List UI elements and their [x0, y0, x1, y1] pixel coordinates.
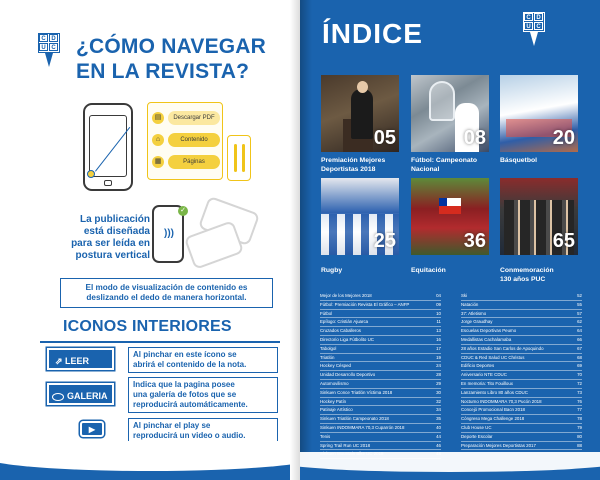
index-column-right [461, 292, 582, 450]
index-entry[interactable]: Medallistas Cachalamaba 66 [461, 336, 582, 345]
page-spine [290, 0, 300, 480]
home-icon: ⌂ [152, 134, 164, 146]
index-entry[interactable]: Mejor de los Mejores 2018 04 [320, 292, 441, 301]
external-link-icon: ⇗ [55, 356, 66, 366]
index-entry[interactable]: Lanzamiento Libro 80 años CDUC 73 [461, 389, 582, 398]
index-entry[interactable]: Directorio Liga Fútbolito UC 16 [320, 336, 441, 345]
index-entry[interactable]: Escuelas Deportivas Peumo 64 [461, 327, 582, 336]
feature-photo-awards[interactable]: 05 [321, 75, 399, 152]
index-entry[interactable]: Tenis 44 [320, 433, 441, 442]
footer-wave [0, 455, 300, 480]
index-entry[interactable]: En memoria: Tito Fouilloux 72 [461, 380, 582, 389]
index-entry[interactable]: Aniversario NTE CDUC 70 [461, 371, 582, 380]
divider [40, 341, 280, 343]
feature-photo-rugby[interactable]: 25 [321, 178, 399, 255]
swipe-instruction-box: El modo de visualización de contenido es deslizando el dedo de manera horizontal. [60, 278, 273, 308]
index-entry[interactable]: Spring Trail Run UC 2018 46 [320, 442, 441, 451]
index-entry[interactable]: Hockey Césped 24 [320, 362, 441, 371]
feature-caption: Fútbol: Campeonato Nacional [411, 157, 478, 173]
index-entry[interactable]: Nocturno INDOMMARA 70,3 Pucón 2018 76 [461, 398, 582, 407]
index-entry[interactable]: Cruzados Caballeros 13 [320, 327, 441, 336]
index-entry[interactable]: 28 años Estadio San Carlos de Apoquindo 67 [461, 345, 582, 354]
index-entry[interactable]: Concejó Promocional Bacn 2018 77 [461, 406, 582, 415]
index-entry[interactable]: Fútbol: Premiación Revista El Gráfico – ANFP 09 [320, 301, 441, 310]
index-entry[interactable]: 37: Atletismo 57 [461, 310, 582, 319]
club-crest-icon: C D U C [523, 12, 545, 46]
menu-option-download[interactable]: ▤ Descargar PDF [152, 111, 220, 125]
feature-photo-football[interactable]: 08 [411, 75, 489, 152]
menu-dot-icon [87, 170, 95, 178]
index-entry[interactable]: Unidad Desarrollo Deportivo 28 [320, 371, 441, 380]
menu-option-pages[interactable]: ▦ Páginas [152, 155, 220, 169]
phone-ghost-illustration [184, 220, 244, 270]
feature-photo-basketball[interactable]: 20 [500, 75, 578, 152]
index-entry[interactable]: Ski 52 [461, 292, 582, 301]
gallery-button[interactable]: GALERIA [47, 383, 114, 405]
index-entry[interactable]: Tabolgol 17 [320, 345, 441, 354]
thumbnail-strip-illustration [227, 135, 251, 181]
index-entry[interactable]: Epílogo: Cristián Ajuarca 11 [320, 318, 441, 327]
index-entry[interactable]: Sinkuen Triatlón Campeonato 2018 35 [320, 415, 441, 424]
read-note-button[interactable]: ⇗ LEER [47, 348, 114, 370]
play-icon: ▶ [88, 425, 96, 434]
index-entry[interactable]: Cóngreso Mega Challenge 2018 78 [461, 415, 582, 424]
index-entry[interactable]: Preparación Mejores Deportistas 2017 88 [461, 442, 582, 451]
feature-caption: Básquetbol [500, 157, 538, 164]
index-entry[interactable]: Deporte Escolar 80 [461, 433, 582, 442]
index-column-left [320, 292, 441, 459]
index-entry[interactable]: Sinkuen INDOMMARA 70,3 Cuparrón 2018 40 [320, 424, 441, 433]
index-entry[interactable]: Sinkuen Conce Triatlón Víctima 2018 30 [320, 389, 441, 398]
tablet-illustration [83, 103, 133, 191]
index-entry[interactable]: Hockey Patín 32 [320, 398, 441, 407]
club-crest-icon: C D U C [38, 33, 60, 67]
right-page [300, 0, 600, 480]
orientation-note: La publicación está diseñada para ser leída en postura vertical [71, 214, 150, 261]
download-icon: ▤ [152, 112, 164, 124]
feature-caption: Premiación Mejores Deportistas 2018 [321, 157, 386, 173]
feature-photo-anniversary[interactable]: 65 [500, 178, 578, 255]
play-button[interactable] [80, 421, 104, 437]
check-icon: ✓ [178, 206, 188, 216]
footer-wave [300, 460, 600, 480]
gallery-description: Indica que la pagina posee una galería de fotos que se reproducirá automáticamente. [128, 377, 278, 413]
index-entry[interactable]: Fútbol 10 [320, 310, 441, 319]
feature-caption: Rugby [321, 267, 343, 274]
vibration-icon: ))) [164, 228, 174, 239]
read-note-description: Al pinchar en este ícono se abrirá el contenido de la nota. [128, 347, 278, 373]
play-description: Al pinchar el play se reproducirá un video o audio. [128, 418, 278, 442]
feature-caption: Equitación [411, 267, 446, 274]
icons-section-title: ICONOS INTERIORES [63, 318, 232, 335]
index-title: ÍNDICE [322, 18, 423, 49]
menu-options-panel [147, 102, 223, 180]
index-entry[interactable]: Edificio Deportes 69 [461, 362, 582, 371]
index-entry[interactable]: Natación 55 [461, 301, 582, 310]
index-entry[interactable]: Triatlón 19 [320, 354, 441, 363]
page-title: ¿CÓMO NAVEGAR EN LA REVISTA? [76, 35, 267, 83]
index-entry[interactable]: Jorge Graudhay 62 [461, 318, 582, 327]
index-entry[interactable]: CDUC & Red Salud UC Christus 68 [461, 354, 582, 363]
feature-caption: Conmemoración 130 años PUC [500, 267, 554, 283]
eye-icon [52, 393, 64, 401]
feature-photo-equestrian[interactable]: 36 [411, 178, 489, 255]
pages-icon: ▦ [152, 156, 164, 168]
menu-option-contents[interactable]: ⌂ Contenido [152, 133, 220, 147]
index-entry[interactable]: Club House UC 79 [461, 424, 582, 433]
index-entry[interactable]: Automovilismo 29 [320, 380, 441, 389]
index-entry[interactable]: Patinaje Artístico 34 [320, 406, 441, 415]
page-spine [300, 0, 312, 480]
